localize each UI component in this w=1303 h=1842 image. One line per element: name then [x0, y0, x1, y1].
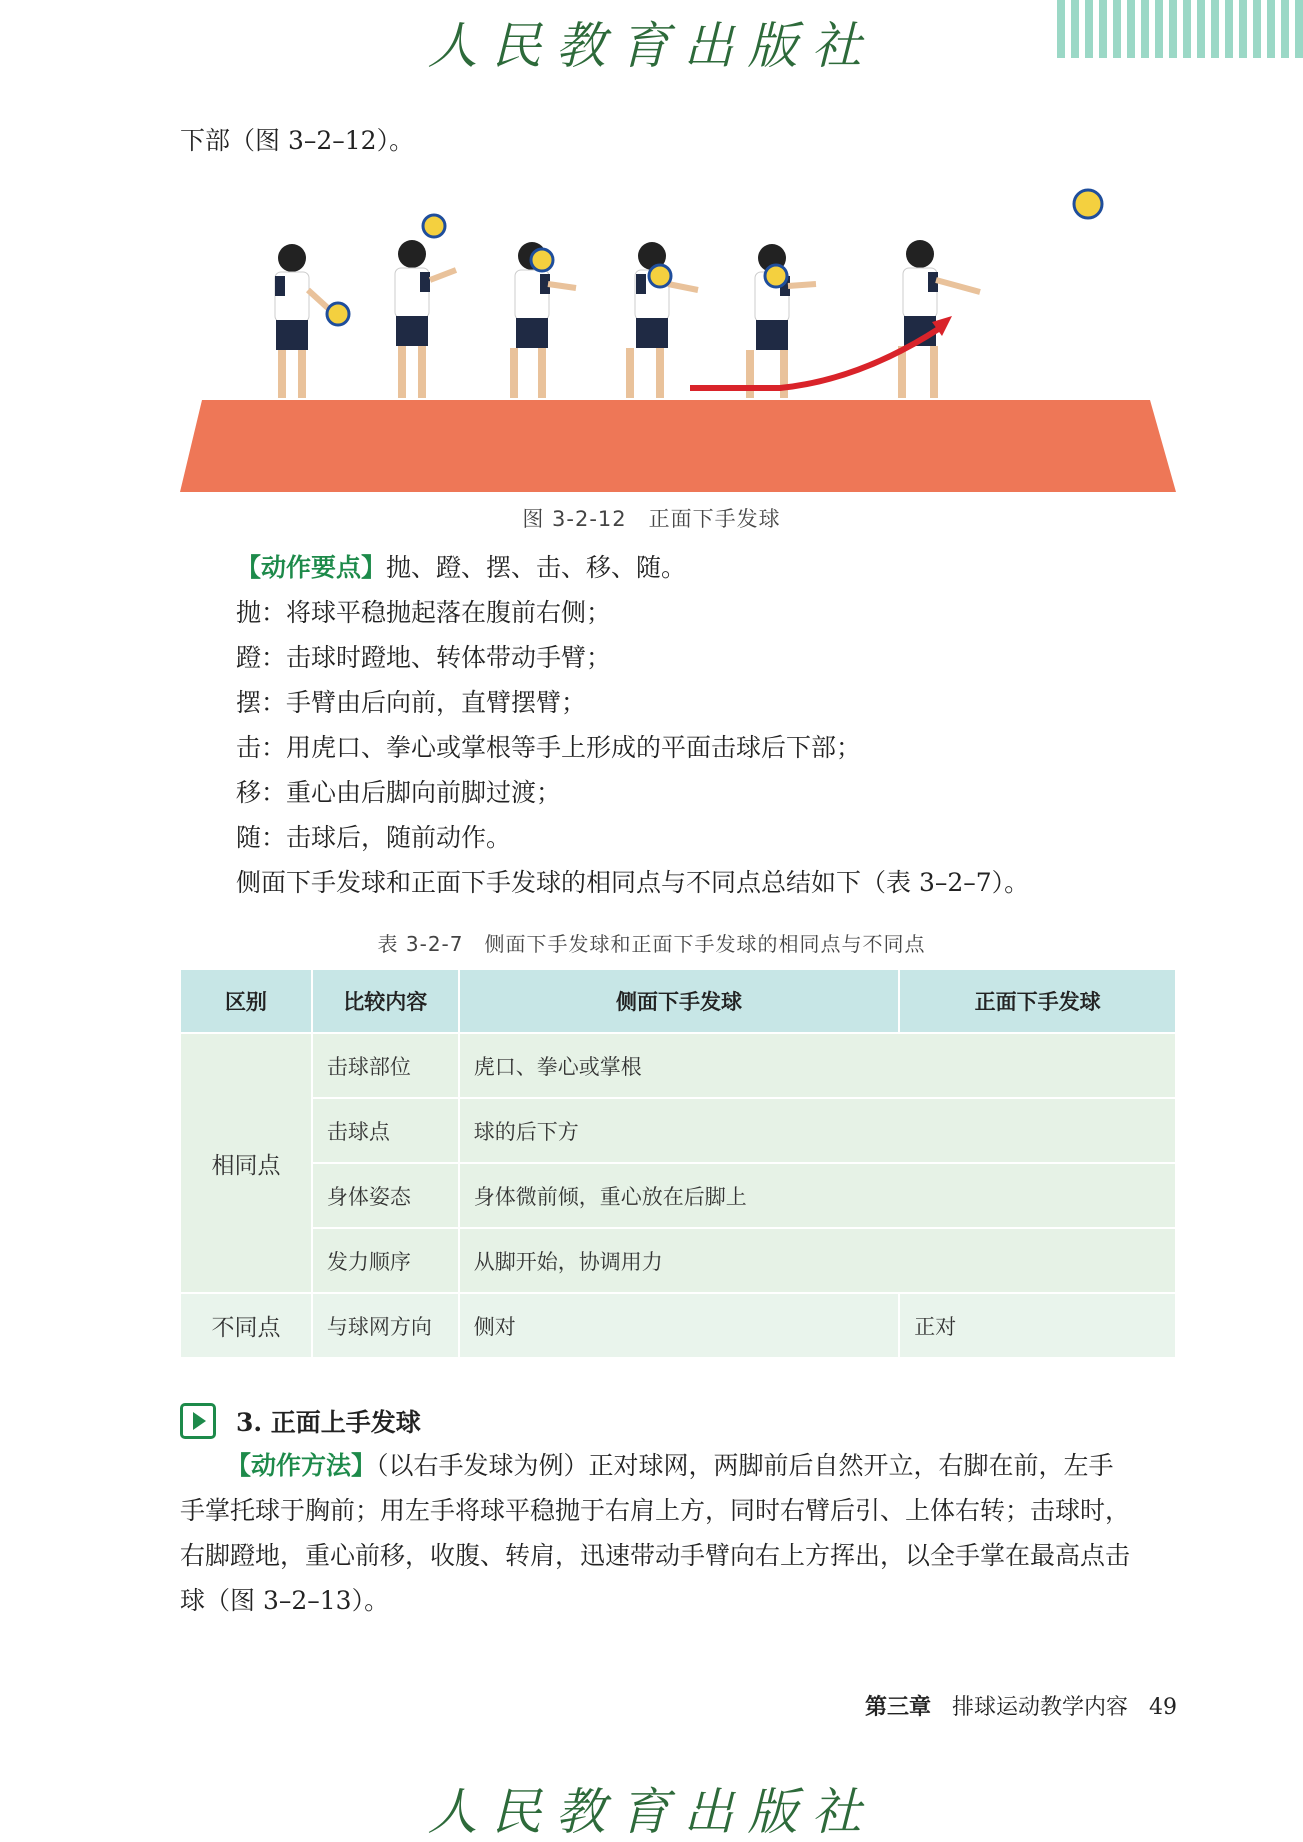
table-header: 区别: [181, 970, 312, 1033]
table-row: [181, 1098, 1176, 1163]
table-header: 侧面下手发球: [459, 970, 900, 1033]
table-cell: 从脚开始，协调用力: [459, 1228, 1176, 1293]
table-row: [181, 1033, 1176, 1098]
table-cell: 球的后下方: [459, 1098, 1176, 1163]
key-point-item: 击：用虎口、拳心或掌根等手上形成的平面击球后下部；: [236, 733, 862, 762]
diff-group-cell: 不同点: [181, 1293, 312, 1358]
table-cell: 发力顺序: [312, 1228, 459, 1293]
method-line-1: [226, 1443, 1114, 1488]
publisher-logo: 人民教育出版社: [427, 17, 876, 75]
page-number: 49: [1149, 1695, 1177, 1720]
method-line-2: 手掌托球于胸前；用左手将球平稳抛于右肩上方，同时右臂后引、上体右转；击球时，: [180, 1496, 1131, 1525]
table-header: 正面下手发球: [899, 970, 1176, 1033]
key-point-item: 蹬：击球时蹬地、转体带动手臂；: [236, 643, 612, 672]
key-points-label: 【动作要点】: [236, 553, 387, 582]
table-caption: 表 3-2-7 侧面下手发球和正面下手发球的相同点与不同点: [377, 932, 926, 956]
table-cell: 虎口、拳心或掌根: [459, 1033, 1176, 1098]
key-points-heading: [236, 545, 686, 590]
section-title: 3. 正面上手发球: [236, 1408, 421, 1437]
key-point-item: 摆：手臂由后向前，直臂摆臂；: [236, 688, 587, 717]
court-floor: [180, 400, 1176, 492]
publisher-logo-bottom: 人民教育出版社: [427, 1783, 876, 1841]
table-cell: 与球网方向: [312, 1293, 459, 1358]
table-header: 比较内容: [312, 970, 459, 1033]
table-cell: 身体微前倾，重心放在后脚上: [459, 1163, 1176, 1228]
method-text: （以右手发球为例）正对球网，两脚前后自然开立，右脚在前，左手: [376, 1451, 1114, 1480]
key-point-item: 抛：将球平稳抛起落在腹前右侧；: [236, 598, 612, 627]
player-frame-1: [275, 244, 349, 398]
player-frame-4: [626, 242, 698, 398]
intro-text: 下部（图 3–2–12）。: [180, 126, 415, 155]
table-cell: 正对: [899, 1293, 1176, 1358]
method-line-4: 球（图 3–2–13）。: [180, 1586, 390, 1615]
table-row: [181, 1293, 1176, 1358]
section-heading: [180, 1401, 421, 1441]
key-points-summary: 抛、蹬、摆、击、移、随。: [386, 553, 687, 582]
page-footer: [865, 1690, 1177, 1721]
serve-sequence-figure: [180, 180, 1176, 492]
method-label: 【动作方法】: [226, 1451, 377, 1480]
table-header-row: [181, 970, 1176, 1033]
table-cell: 侧对: [459, 1293, 900, 1358]
comparison-table: [181, 970, 1177, 1359]
table-cell: 击球点: [312, 1098, 459, 1163]
player-frame-6: [898, 190, 1102, 398]
table-row: [181, 1228, 1176, 1293]
figure-caption: 图 3-2-12 正面下手发球: [522, 507, 781, 531]
table-row: [181, 1163, 1176, 1228]
summary-line: 侧面下手发球和正面下手发球的相同点与不同点总结如下（表 3–2–7）。: [236, 868, 1030, 897]
player-frame-2: [395, 215, 456, 398]
chapter-title: 排球运动教学内容: [952, 1695, 1129, 1720]
table-cell: 击球部位: [312, 1033, 459, 1098]
method-line-3: 右脚蹬地，重心前移，收腹、转肩，迅速带动手臂向右上方挥出，以全手掌在最高点击: [180, 1541, 1131, 1570]
key-point-item: 随：击球后，随前动作。: [236, 823, 512, 852]
chapter-label: 第三章: [865, 1694, 932, 1720]
player-frame-5: [746, 244, 816, 398]
play-icon[interactable]: [180, 1403, 216, 1439]
player-frame-3: [510, 242, 576, 398]
table-cell: 身体姿态: [312, 1163, 459, 1228]
same-group-cell: 相同点: [181, 1033, 312, 1293]
key-point-item: 移：重心由后脚向前脚过渡；: [236, 778, 562, 807]
header-stripes: [1023, 0, 1303, 58]
